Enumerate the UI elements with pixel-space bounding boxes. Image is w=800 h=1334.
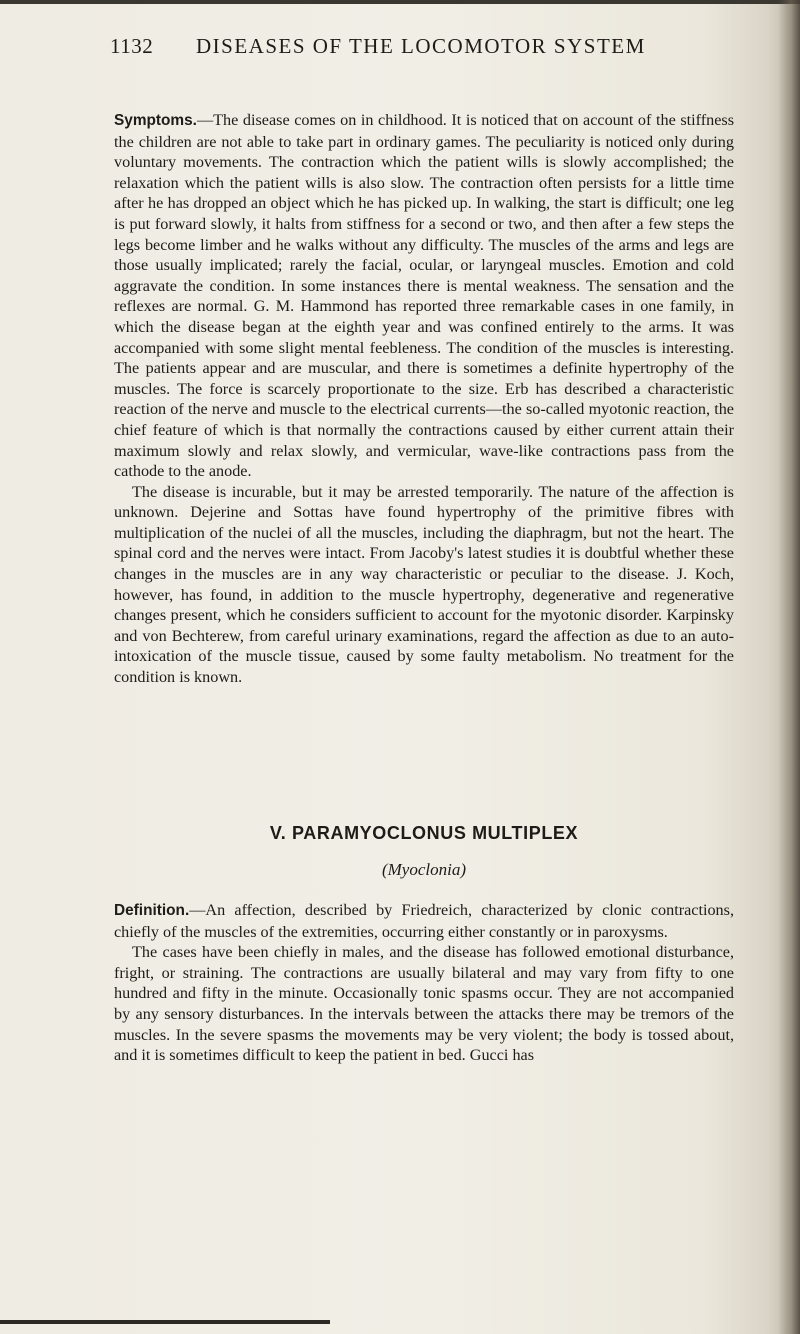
definition-section bbox=[114, 900, 734, 1066]
symptoms-text: —The disease comes on in childhood. It is noticed that on account of the stiffness the children are not able to take part in ordinary games. The peculiarity is noticed only during voluntary movements. The contraction which the patient wills is slowly accomplished; the relaxation which the patient wills is also slow. The contraction often persists for a little time after he has dropped an object which he has picked up. In walking, the start is difficult; one leg is put forward slowly, it halts from stiffness for a second or two, and then after a few steps the legs become limber and he walks without any difficulty. The muscles of the arms and legs are those usually implicated; rarely the facial, ocular, or laryngeal muscles. Emotion and cold aggravate the condition. In some instances there is mental weakness. The sensation and the reflexes are normal. G. M. Hammond has reported three remarkable cases in one family, in which the disease began at the eighth year and was confined entirely to the arms. It was accompanied with some slight mental feebleness. The condition of the muscles is interesting. The patients appear and are muscular, and there is sometimes a definite hypertrophy of the muscles. The force is scarcely proportionate to the size. Erb has described a characteristic reaction of the nerve and muscle to the electrical currents—the so-called myotonic reaction, the chief feature of which is that normally the contractions caused by either current attain their maximum slowly and relax slowly, and vermicular, wave-like contractions pass from the cathode to the anode. bbox=[114, 111, 734, 481]
definition-text: —An affection, described by Friedreich, characterized by clonic contractions, chiefly of the muscles of the extremities, occurring either constantly or in paroxysms. bbox=[114, 901, 734, 941]
prognosis-text: The disease is incurable, but it may be arrested temporarily. The nature of the affection is unknown. Dejerine and Sottas have found hypertrophy of the primitive fibres with multiplication of the nuclei of all the muscles, including the diaphragm, but not the heart. The spinal cord and the nerves were intact. From Jacoby's latest studies it is doubtful whether these changes in the muscles are in any way characteristic or peculiar to the disease. J. Koch, however, has found, in addition to the muscle hypertrophy, degenerative and regenerative changes present, which he considers sufficient to account for the myotonic disorder. Karpinsky and von Bechterew, from careful urinary examinations, regard the affection as due to an auto-intoxication of the muscle tissue, caused by some faulty metabolism. No treatment for the condition is known. bbox=[114, 482, 734, 687]
page-number: 1132 bbox=[110, 34, 154, 58]
symptoms-paragraph bbox=[114, 110, 734, 482]
cases-paragraph bbox=[114, 942, 734, 1066]
symptoms-lead: Symptoms. bbox=[114, 112, 197, 129]
section-subtitle: (Myoclonia) bbox=[381, 860, 467, 879]
prognosis-paragraph bbox=[114, 482, 734, 688]
page-binding-shadow bbox=[778, 0, 800, 1334]
symptoms-section bbox=[114, 110, 734, 688]
bottom-edge-rule bbox=[0, 1320, 330, 1324]
definition-lead: Definition. bbox=[114, 902, 190, 919]
page-header bbox=[110, 34, 730, 64]
running-head: DISEASES OF THE LOCOMOTOR SYSTEM bbox=[196, 34, 646, 58]
definition-paragraph bbox=[114, 900, 734, 942]
cases-text: The cases have been chiefly in males, and the disease has followed emotional disturbance, fright, or straining. The contractions are usually bilateral and may vary from fifty to one hundred and fifty in the minute. Occasionally tonic spasms occur. They are not accompanied by any sensory disturbances. In the intervals between the attacks there may be tremors of the muscles. In the severe spasms the movements may be very violent; the body is tossed about, and it is sometimes difficult to keep the patient in bed. Gucci has bbox=[114, 943, 734, 1065]
section-title: V. PARAMYOCLONUS MULTIPLEX bbox=[269, 823, 579, 843]
top-edge-rule bbox=[0, 0, 800, 4]
